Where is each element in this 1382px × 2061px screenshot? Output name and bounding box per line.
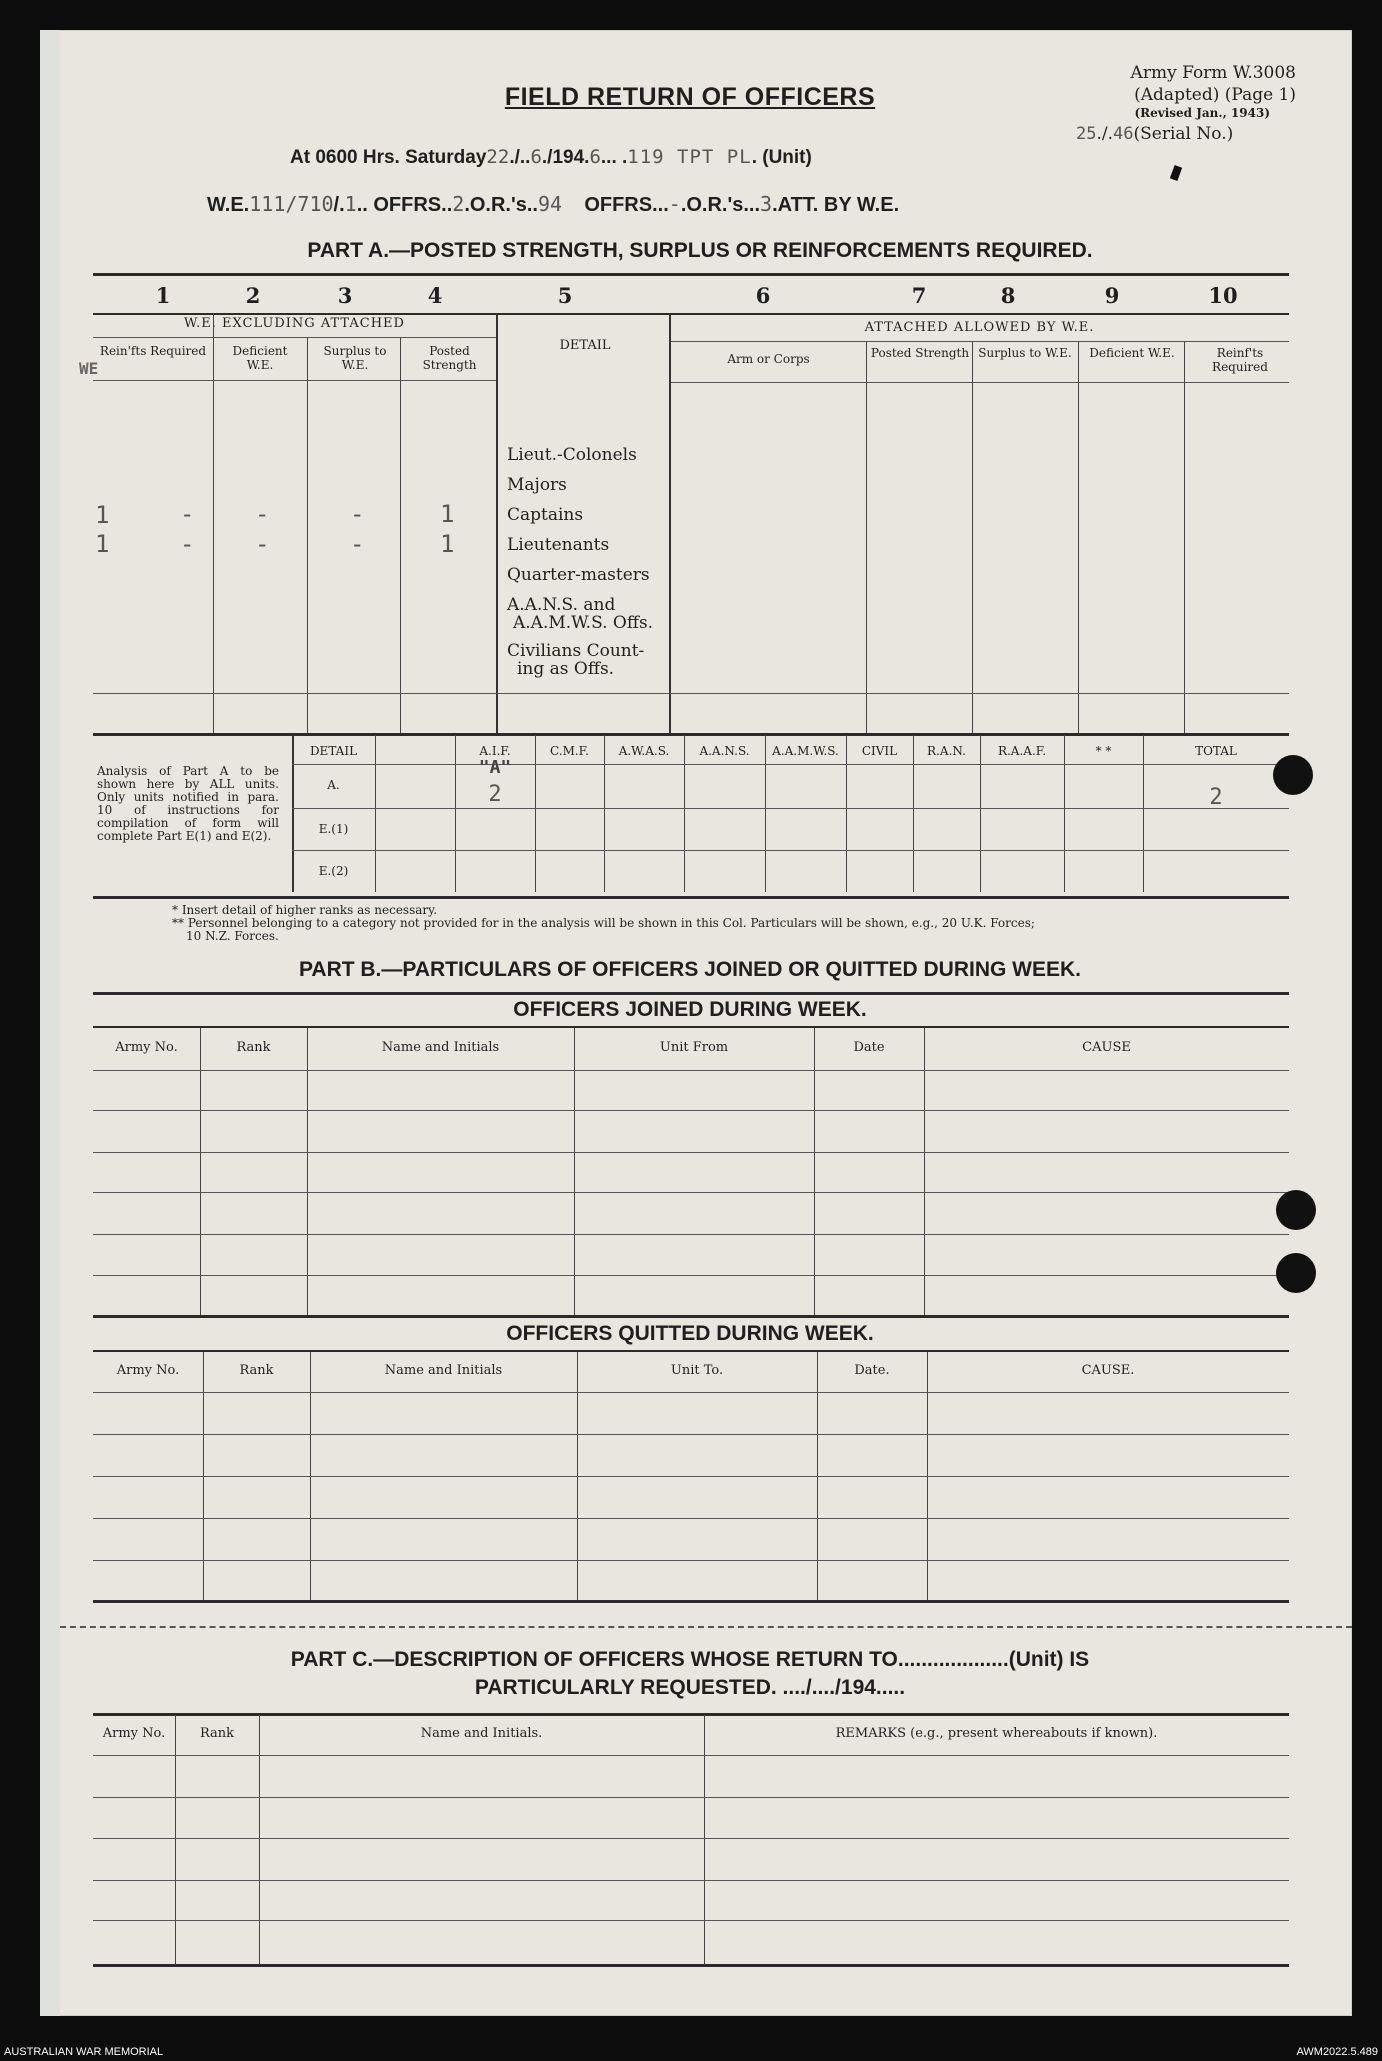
header-arm-corps: Arm or Corps — [727, 352, 810, 366]
rule — [292, 764, 1289, 765]
col-number-1: 1 — [155, 283, 171, 308]
year-value: 6 — [589, 146, 601, 168]
footnote-2: ** Personnel belonging to a category not provided for in the analysis will be shown in this Col. Particulars will be shown, e.g., 20 U.K. Forces; — [172, 916, 1035, 930]
unit-value: 119 TPT PL — [627, 146, 752, 168]
rule — [670, 341, 1289, 342]
rule — [93, 1880, 1289, 1881]
day-value: 22 — [486, 146, 510, 168]
ors-value: 94 — [537, 192, 563, 216]
rule — [93, 1234, 1289, 1235]
ors2-value: 3 — [760, 192, 773, 216]
punch-hole — [1276, 1253, 1316, 1293]
serial-prefix: 25 — [1076, 124, 1097, 144]
quitted-header-name: Name and Initials — [384, 1363, 503, 1378]
col-rule — [400, 337, 401, 733]
col-rule — [200, 1028, 201, 1315]
rule — [93, 273, 1289, 276]
col-rule — [980, 735, 981, 892]
rule — [93, 1392, 1289, 1393]
footnote-1: * Insert detail of higher ranks as necessary. — [172, 903, 438, 917]
lieutenants-deficient: - — [180, 530, 195, 558]
analysis-header-raaf: R.A.A.F. — [997, 744, 1047, 758]
lieutenants-surplus: - — [255, 530, 270, 558]
date-line — [290, 146, 812, 169]
rule — [93, 1476, 1289, 1477]
rank-qm: Quarter-masters — [507, 565, 650, 585]
analysis-header-cmf: C.M.F. — [550, 744, 589, 758]
offrs-label: .. OFFRS.. — [356, 194, 453, 216]
analysis-header-aif: A.I.F. — [479, 744, 511, 758]
we-label: W.E. — [207, 194, 250, 216]
analysis-header-aamws: A.A.M.W.S. — [772, 744, 839, 758]
rule — [93, 1192, 1289, 1193]
header-detail: DETAIL — [559, 338, 611, 353]
part-c-title-line1: PART C.—DESCRIPTION OF OFFICERS WHOSE RETURN TO...................(Unit) IS — [290, 1648, 1090, 1671]
header-surplus: Surplus to W.E. — [323, 344, 387, 372]
col-rule — [1064, 735, 1065, 892]
footer-right: AWM2022.5.489 — [1296, 2046, 1378, 2058]
col-rule — [535, 735, 536, 892]
form-number: Army Form W.3008 — [1130, 63, 1296, 83]
rank-majors: Majors — [507, 475, 567, 495]
lieutenants-posted: 1 — [440, 530, 455, 558]
captains-row — [95, 500, 109, 530]
header-posted-strength: Posted Strength — [422, 344, 477, 372]
rule — [93, 337, 496, 338]
col-number-4: 4 — [427, 283, 443, 308]
quitted-header-unit-to: Unit To. — [670, 1363, 724, 1378]
rank-civilians: Civilians Count- — [507, 641, 645, 661]
col-number-8: 8 — [1000, 283, 1016, 308]
rank-aans: A.A.N.S. and — [507, 595, 616, 615]
joined-header-rank: Rank — [236, 1040, 271, 1055]
partc-header-remarks: REMARKS (e.g., present whereabouts if known). — [835, 1726, 1158, 1741]
total-value: 2 — [1209, 785, 1223, 810]
footer-left: AUSTRALIAN WAR MEMORIAL — [4, 2046, 164, 2058]
rule — [93, 1315, 1289, 1318]
paper-edge — [40, 30, 60, 2016]
month-value: 6 — [530, 146, 542, 168]
analysis-header-civil: CIVIL — [861, 744, 898, 758]
quitted-title: OFFICERS QUITTED DURING WEEK. — [506, 1322, 874, 1345]
analysis-header-total: TOTAL — [1195, 744, 1237, 758]
col-rule — [496, 313, 498, 733]
col-rule — [375, 735, 376, 892]
header-att-reinfts: Reinf'ts Required — [1212, 346, 1268, 374]
col-number-10: 10 — [1208, 283, 1238, 308]
part-b-title: PART B.—PARTICULARS OF OFFICERS JOINED OR QUITTED DURING WEEK. — [298, 958, 1082, 981]
analysis-header-ran: R.A.N. — [927, 744, 966, 758]
col-rule — [866, 341, 867, 733]
serial-label: (Serial No.) — [1133, 124, 1234, 144]
we-line — [207, 192, 899, 217]
rule — [93, 1560, 1289, 1561]
rule — [93, 1434, 1289, 1435]
date-sep2: ./194. — [541, 147, 590, 168]
partc-header-rank: Rank — [199, 1726, 235, 1741]
date-dots: ... . — [600, 147, 628, 168]
att-group-header: ATTACHED ALLOWED BY W.E. — [864, 320, 1095, 335]
rule — [93, 733, 1289, 736]
col-number-5: 5 — [557, 283, 573, 308]
rank-lieutenants: Lieutenants — [507, 535, 610, 555]
col-rule — [924, 1028, 925, 1315]
joined-header-unit-from: Unit From — [659, 1040, 729, 1055]
rank-lt-col: Lieut.-Colonels — [507, 445, 637, 465]
rule — [93, 1518, 1289, 1519]
serial-year: 46 — [1113, 124, 1134, 144]
col-rule — [1078, 341, 1079, 733]
captains-posted: 1 — [440, 500, 455, 528]
we-value: 111/710 — [249, 192, 334, 216]
analysis-header-aans: A.A.N.S. — [699, 744, 750, 758]
joined-header-army-no: Army No. — [115, 1040, 178, 1055]
rank-civilians-2: ing as Offs. — [517, 659, 615, 679]
ors2-label: .O.R.'s... — [680, 194, 761, 216]
col-number-6: 6 — [755, 283, 771, 308]
analysis-header-detail: DETAIL — [309, 744, 358, 758]
joined-title: OFFICERS JOINED DURING WEEK. — [513, 998, 867, 1021]
col-number-9: 9 — [1104, 283, 1120, 308]
col-rule — [307, 337, 308, 733]
we-value2: 1 — [344, 192, 357, 216]
quitted-header-cause: CAUSE. — [1081, 1363, 1135, 1378]
header-att-surplus: Surplus to W.E. — [978, 346, 1072, 360]
rule — [93, 1713, 1289, 1716]
rule — [93, 1350, 1289, 1352]
lieutenants-reinfts: 1 — [95, 530, 110, 558]
form-revised: (Revised Jan., 1943) — [1134, 106, 1270, 120]
aif-value: 2 — [488, 782, 502, 807]
unit-label: . (Unit) — [751, 147, 812, 168]
att-label: .ATT. BY W.E. — [772, 194, 900, 216]
rule — [93, 1797, 1289, 1798]
quitted-header-rank: Rank — [239, 1363, 274, 1378]
we-sep: /. — [333, 194, 345, 216]
rule — [292, 850, 1289, 851]
rule — [93, 1070, 1289, 1071]
rule — [670, 382, 1289, 383]
rule — [93, 693, 1289, 694]
at-label: At 0600 Hrs. Saturday — [290, 147, 487, 168]
aif-mark: "A" — [478, 757, 512, 778]
punch-hole — [1276, 1190, 1316, 1230]
rule — [93, 896, 1289, 899]
col-rule — [213, 313, 214, 733]
form-adapted: (Adapted) (Page 1) — [1134, 85, 1296, 105]
col-number-7: 7 — [911, 283, 927, 308]
rule — [93, 1838, 1289, 1839]
captains-surplus: - — [255, 500, 270, 528]
offrs2-label: OFFRS... — [584, 194, 669, 216]
lieutenants-col4: - — [350, 530, 365, 558]
col-rule — [972, 341, 973, 733]
joined-header-name: Name and Initials — [381, 1040, 500, 1055]
rank-captains: Captains — [507, 505, 584, 525]
col-number-2: 2 — [245, 283, 261, 308]
partc-header-name: Name and Initials. — [420, 1726, 543, 1741]
col-rule — [1143, 735, 1144, 892]
offrs2-value: - — [668, 192, 681, 216]
partc-header-army-no: Army No. — [102, 1726, 166, 1741]
we-mark: WE — [79, 359, 99, 378]
rule — [292, 808, 1289, 809]
offrs-value: 2 — [452, 192, 465, 216]
we-group-header: W.E. EXCLUDING ATTACHED — [184, 316, 405, 331]
analysis-header-other: * * — [1095, 744, 1112, 758]
header-att-posted: Posted Strength — [870, 346, 970, 360]
footnote-2b: 10 N.Z. Forces. — [186, 929, 279, 943]
rank-list — [507, 440, 653, 678]
joined-header-cause: CAUSE — [1082, 1040, 1131, 1055]
col-rule — [669, 313, 671, 733]
col-rule — [846, 735, 847, 892]
perforation-line — [60, 1626, 1352, 1628]
date-sep1: ./.. — [509, 147, 531, 168]
captains-reinfts: 1 — [95, 501, 110, 529]
part-c-title-line2: PARTICULARLY REQUESTED. ..../..../194..... — [474, 1676, 906, 1699]
punch-hole — [1273, 755, 1313, 795]
serial-number — [1076, 124, 1233, 144]
analysis-header-awas: A.W.A.S. — [618, 744, 670, 758]
col-rule — [307, 1028, 308, 1315]
col-rule — [574, 1028, 575, 1315]
header-deficient: Deficient W.E. — [232, 344, 288, 372]
rule — [93, 1920, 1289, 1921]
rule — [93, 1275, 1289, 1276]
col-rule — [814, 1028, 815, 1315]
rule — [93, 1755, 1289, 1756]
rule — [93, 1110, 1289, 1111]
analysis-row-e1: E.(1) — [318, 822, 349, 836]
quitted-header-army-no: Army No. — [116, 1363, 180, 1378]
page-title: FIELD RETURN OF OFFICERS — [504, 83, 876, 111]
serial-mid: ./. — [1096, 124, 1114, 144]
col-rule — [1184, 341, 1185, 733]
col-rule — [913, 735, 914, 892]
quitted-header-date: Date. — [854, 1363, 890, 1378]
col-rule — [765, 735, 766, 892]
rule — [93, 992, 1289, 995]
rank-aamws: A.A.M.W.S. Offs. — [513, 613, 654, 633]
col-rule — [604, 735, 605, 892]
part-a-title: PART A.—POSTED STRENGTH, SURPLUS OR REINFORCEMENTS REQUIRED. — [307, 239, 1093, 262]
rule — [93, 1600, 1289, 1603]
analysis-row-e2: E.(2) — [318, 864, 349, 878]
rule — [93, 313, 1289, 315]
col-rule — [704, 1715, 705, 1965]
rule — [93, 1152, 1289, 1153]
col-rule — [259, 1715, 260, 1965]
col-rule — [684, 735, 685, 892]
header-reinfts-required: Rein'fts Required — [99, 344, 207, 358]
captains-col4: - — [350, 500, 365, 528]
col-rule — [175, 1715, 176, 1965]
analysis-note: Analysis of Part A to be shown here by ALL units. Only units notified in para. 10 of instructions for compilation of form will complete Part E(1) and E(2). — [97, 764, 279, 843]
captains-deficient: - — [180, 500, 195, 528]
rule — [93, 1026, 1289, 1028]
header-att-deficient: Deficient W.E. — [1089, 346, 1175, 360]
rule — [93, 380, 496, 381]
analysis-row-a: A. — [327, 778, 340, 792]
ors-label: .O.R.'s.. — [464, 194, 538, 216]
rule — [93, 1964, 1289, 1967]
joined-header-date: Date — [853, 1040, 885, 1055]
col-number-3: 3 — [337, 283, 353, 308]
